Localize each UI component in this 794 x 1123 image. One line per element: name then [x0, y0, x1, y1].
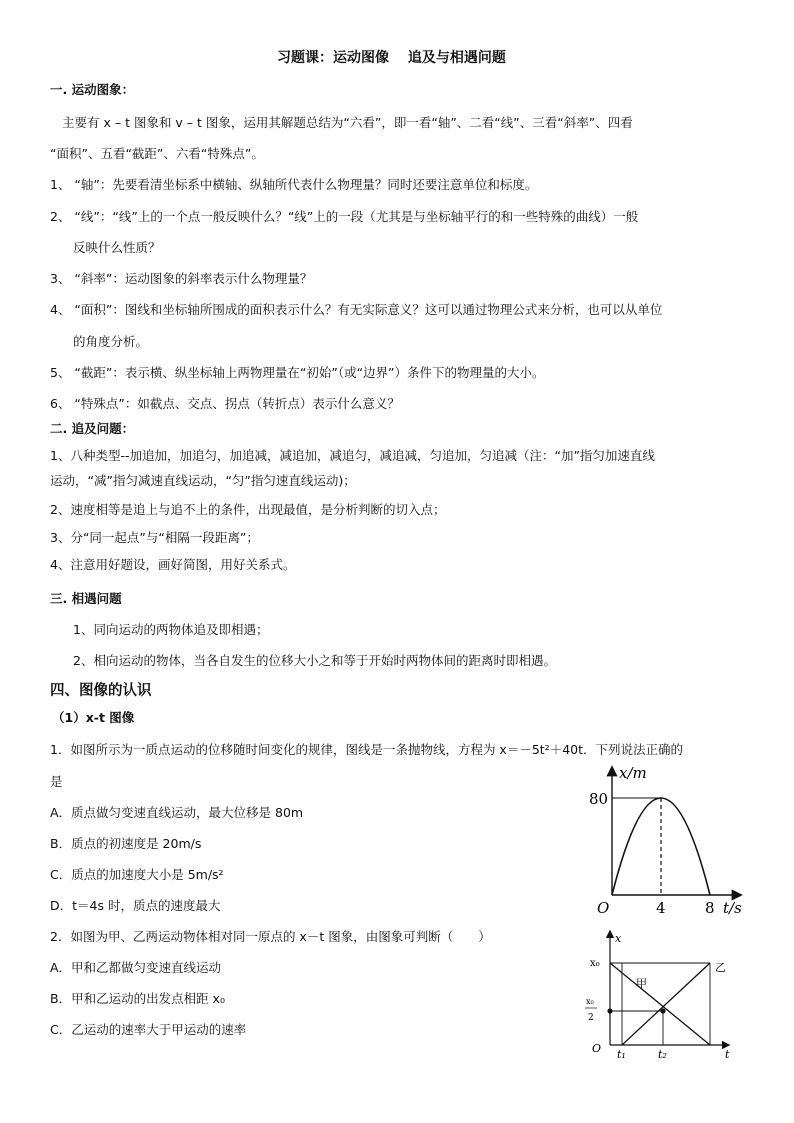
- section-3-heading: 三. 相遇问题: [50, 591, 122, 606]
- fig2-line-yi: [622, 963, 710, 1045]
- s3-item-2: 2、相向运动的物体，当各自发生的位移大小之和等于开始时两物体间的距离时即相遇。: [73, 653, 556, 668]
- fig2-x-label: t: [725, 1048, 730, 1061]
- fig1-x-tick-4: 4: [656, 899, 666, 917]
- s2-item-3: 3、分“同一起点”与“相隔一段距离”；: [50, 530, 259, 545]
- fig2-t2-label: t₂: [658, 1048, 667, 1061]
- figure-2-xt-graph: [580, 928, 740, 1063]
- section-4-heading: 四、图像的认识: [50, 683, 152, 699]
- section-4-subheading: （1）x-t 图像: [52, 710, 135, 725]
- q1-option-b: B．质点的初速度是 20m/s: [50, 836, 202, 851]
- fig2-line-jia: [610, 963, 710, 1045]
- s1-item-5: 5、 “截距”：表示横、纵坐标轴上两物理量在“初始”（或“边界”）条件下的物理量的大小。: [50, 365, 545, 380]
- q1-option-c: C．质点的加速度大小是 5m/s²: [50, 867, 224, 882]
- s1-item-2b: 反映什么性质？: [73, 240, 161, 255]
- fig2-half-denominator: 2: [588, 1013, 594, 1023]
- s3-item-1: 1、同向运动的两物体追及即相遇；: [73, 622, 269, 637]
- fig2-origin-label: O: [592, 1042, 602, 1055]
- q1-stem-line2: 是: [50, 774, 63, 789]
- fig2-half-numerator: x₀: [586, 997, 594, 1006]
- s1-item-3: 3、 “斜率”：运动图象的斜率表示什么物理量？: [50, 271, 313, 286]
- page-title: 习题课：运动图像 追及与相遇问题: [277, 50, 506, 66]
- q1-stem-line1: 1．如图所示为一质点运动的位移随时间变化的规律，图线是一条抛物线，方程为 x＝－5t²＋40t．下列说法正确的: [50, 742, 683, 757]
- fig1-y-tick-label: 80: [589, 790, 609, 808]
- fig2-t1-label: t₁: [617, 1048, 626, 1061]
- s2-item-4: 4、注意用好题设，画好简图，用好关系式。: [50, 557, 296, 572]
- s1-item-2a: 2、 “线”：“线”上的一个点一般反映什么？“线”上的一段（尤其是与坐标轴平行的和一些特殊的曲线）一般: [50, 209, 639, 224]
- fig1-x-tick-8: 8: [705, 899, 715, 917]
- fig1-x-label: t/s: [723, 899, 742, 917]
- fig2-x0-label: x₀: [590, 958, 600, 969]
- section-2-heading: 二. 追及问题：: [50, 421, 135, 436]
- q1-option-d: D．t＝4s 时，质点的速度最大: [50, 898, 221, 913]
- fig2-dot-half: [607, 1008, 612, 1013]
- s1-item-4a: 4、 “面积”：图线和坐标轴所围成的面积表示什么？有无实际意义？这可以通过物理公式来分析，也可以从单位: [50, 302, 663, 317]
- q2-option-b: B．甲和乙运动的出发点相距 x₀: [50, 991, 225, 1006]
- fig1-y-label: x/m: [619, 764, 647, 782]
- q2-stem: 2．如图为甲、乙两运动物体相对同一原点的 x－t 图象，由图象可判断（ ）: [50, 929, 491, 944]
- fig1-origin-label: O: [597, 899, 610, 917]
- s2-item-1b: 运动，“减”指匀减速直线运动，“匀”指匀速直线运动)；: [50, 473, 356, 488]
- s1-intro-line2: “面积”、五看“截距”、六看“特殊点”。: [50, 146, 264, 161]
- q2-option-c: C．乙运动的速率大于甲运动的速率: [50, 1022, 247, 1037]
- s2-item-1a: 1、八种类型--加追加，加追匀，加追减，减追加，减追匀，减追减，匀追加，匀追减（注：“加”指匀加速直线: [50, 448, 655, 463]
- fig2-dot-intersection: [660, 1008, 665, 1013]
- s1-item-4b: 的角度分析。: [73, 334, 149, 349]
- s2-item-2: 2、速度相等是追上与追不上的条件，出现最值，是分析判断的切入点；: [50, 502, 446, 517]
- fig2-label-jia: 甲: [636, 977, 647, 990]
- section-1-heading: 一. 运动图象：: [50, 82, 135, 97]
- s1-intro-line1: 主要有 x – t 图象和 v – t 图象，运用其解题总结为“六看”，即一看“轴”、二看“线”、三看“斜率”、四看: [62, 115, 633, 130]
- q2-option-a: A．甲和乙都做匀变速直线运动: [50, 960, 222, 975]
- fig2-y-label: x: [615, 932, 622, 945]
- figure-1-parabola-graph: [585, 760, 760, 925]
- s1-item-1: 1、 “轴”：先要看清坐标系中横轴、纵轴所代表什么物理量？同时还要注意单位和标度。: [50, 177, 538, 192]
- s1-item-6: 6、 “特殊点”：如截点、交点、拐点（转折点）表示什么意义？: [50, 396, 400, 411]
- fig2-label-yi: 乙: [715, 961, 726, 974]
- q1-option-a: A．质点做匀变速直线运动，最大位移是 80m: [50, 805, 304, 820]
